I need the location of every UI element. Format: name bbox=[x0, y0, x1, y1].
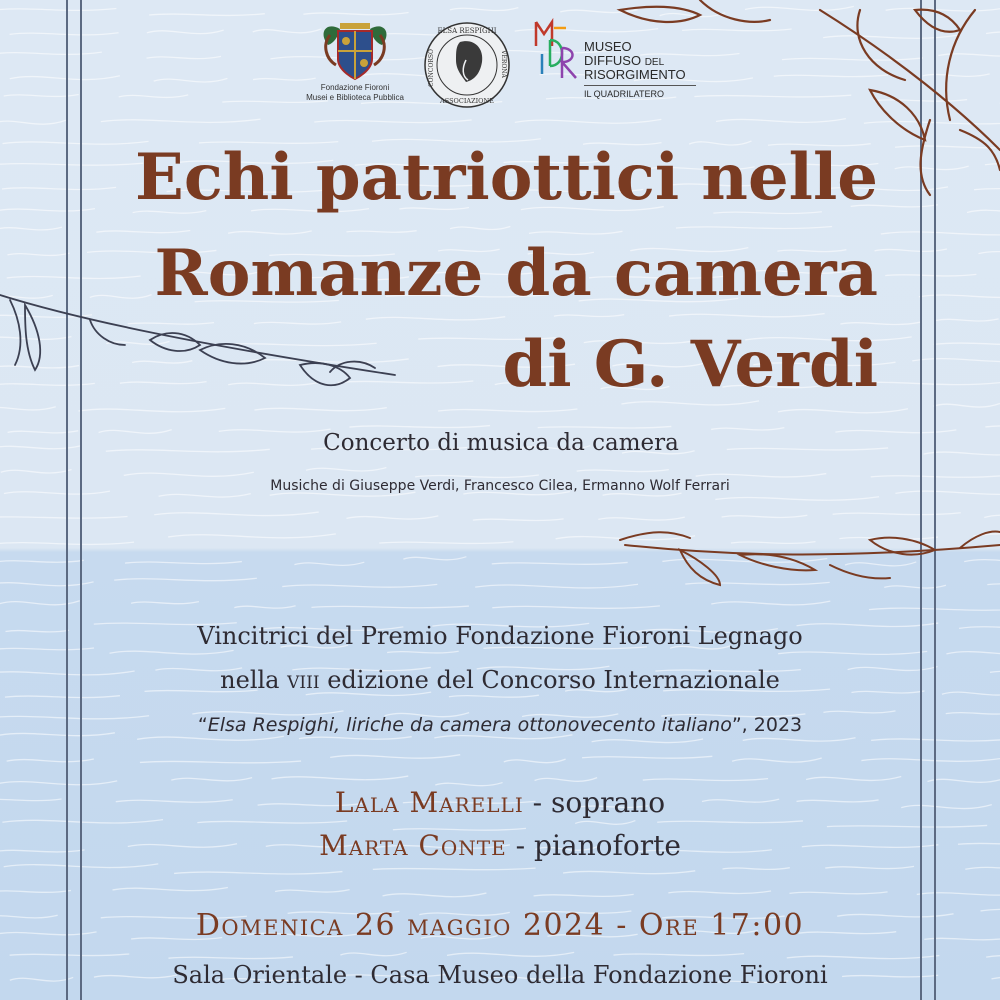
prize-quote-open: “ bbox=[197, 714, 208, 736]
respighi-ring-left: CONCORSO bbox=[428, 49, 435, 87]
prize-line-3 bbox=[0, 712, 1000, 738]
fondazione-caption-line2: Musei e Biblioteca Pubblica bbox=[306, 93, 404, 102]
prize-line-2-rest: edizione del Concorso Internazionale bbox=[327, 666, 780, 694]
respighi-ring-bottom: ASSOCIAZIONE bbox=[440, 97, 494, 105]
museo-mdr-monogram-icon bbox=[532, 18, 582, 80]
event-venue: Sala Orientale - Casa Museo della Fondazione Fioroni bbox=[172, 961, 828, 989]
prize-edition-roman: viii bbox=[287, 666, 320, 694]
title-line-2: Romanze da camera bbox=[154, 236, 878, 311]
performer-2 bbox=[0, 828, 1000, 864]
museo-line2-diffuso: DIFFUSO bbox=[584, 53, 642, 68]
performer-1-name: Lala Marelli bbox=[334, 786, 524, 819]
museo-risorgimento-logo bbox=[532, 18, 712, 108]
museo-line1: MUSEO bbox=[584, 39, 632, 54]
respighi-ring-right: VERONA bbox=[500, 50, 507, 78]
museo-line3: RISORGIMENTO bbox=[584, 67, 686, 82]
title-line-1: Echi patriottici nelle bbox=[135, 140, 878, 215]
museo-divider bbox=[584, 85, 696, 86]
concert-subtitle: Concerto di musica da camera bbox=[323, 430, 679, 456]
prize-quote-close-year: ”, 2023 bbox=[731, 714, 803, 736]
prize-line-2-nella: nella bbox=[220, 666, 280, 694]
branch-right-middle-icon bbox=[620, 532, 1000, 585]
event-date-time: Domenica 26 maggio 2024 - Ore 17:00 bbox=[195, 908, 805, 943]
performer-2-name: Marta Conte bbox=[319, 829, 507, 862]
respighi-ring-top: ELSA RESPIGHI bbox=[437, 27, 497, 35]
prize-line-2 bbox=[0, 664, 1000, 696]
composers-line: Musiche di Giuseppe Verdi, Francesco Cilea, Ermanno Wolf Ferrari bbox=[270, 478, 730, 494]
performer-2-role: - pianoforte bbox=[515, 829, 681, 862]
performer-1-role: - soprano bbox=[532, 786, 666, 819]
museo-line4: IL QUADRILATERO bbox=[584, 89, 665, 99]
prize-line-1: Vincitrici del Premio Fondazione Fioroni Legnago bbox=[197, 622, 803, 650]
prize-competition-title: Elsa Respighi, liriche da camera ottonovecento italiano bbox=[207, 714, 732, 736]
fondazione-caption-line1: Fondazione Fioroni bbox=[320, 83, 390, 92]
title-line-3: di G. Verdi bbox=[502, 327, 878, 402]
fondazione-fioroni-logo bbox=[300, 15, 410, 110]
elsa-respighi-association-logo bbox=[422, 20, 512, 110]
museo-line2-del: DEL bbox=[644, 57, 665, 68]
performer-1 bbox=[0, 785, 1000, 821]
